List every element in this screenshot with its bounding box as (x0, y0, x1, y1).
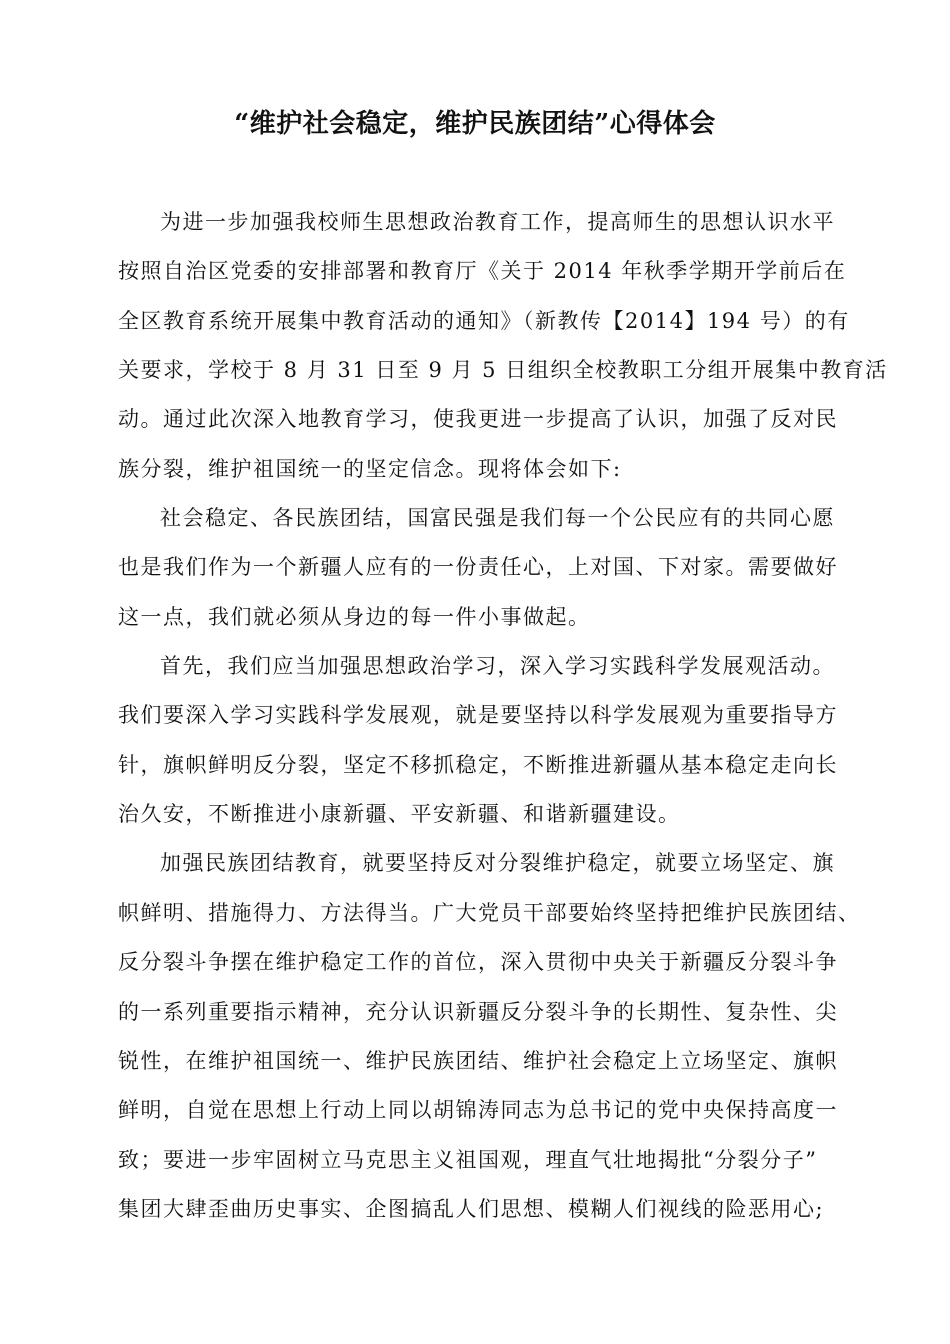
text-line: 针，旗帜鲜明反分裂，坚定不移抓稳定，不断推进新疆从基本稳定走向长 (118, 752, 838, 777)
document-body (118, 202, 888, 1238)
text-line: 也是我们作为一个新疆人应有的一份责任心，上对国、下对家。需要做好 (118, 555, 838, 580)
text-line: 帜鲜明、措施得力、方法得当。广大党员干部要始终坚持把维护民族团结、 (118, 900, 861, 925)
text-line: 这一点，我们就必须从身边的每一件小事做起。 (118, 604, 591, 629)
text-line: 社会稳定、各民族团结，国富民强是我们每一个公民应有的共同心愿 (160, 506, 835, 531)
text-line: 动。通过此次深入地教育学习，使我更进一步提高了认识，加强了反对民 (118, 407, 838, 432)
text-line: 为进一步加强我校师生思想政治教育工作，提高师生的思想认识水平 (160, 210, 835, 234)
text-line: 的一系列重要指示精神，充分认识新疆反分裂斗争的长期性、复杂性、尖 (118, 999, 838, 1024)
text-line: 按照自治区党委的安排部署和教育厅《关于 2014 年秋季学期开学前后在 (118, 259, 847, 284)
text-line: 集团大肆歪曲历史事实、企图搞乱人们思想、模糊人们视线的险恶用心; (118, 1196, 825, 1221)
text-line: 加强民族团结教育，就要坚持反对分裂维护稳定，就要立场坚定、旗 (160, 851, 835, 876)
text-line: 关要求，学校于 8 月 31 日至 9 月 5 日组织全校教职工分组开展集中教育活 (118, 358, 888, 383)
text-line: 致；要进一步牢固树立马克思主义祖国观，理直气壮地揭批“分裂分子” (118, 1147, 818, 1172)
text-line: 治久安，不断推进小康新疆、平安新疆、和谐新疆建设。 (118, 802, 681, 827)
text-line: 首先，我们应当加强思想政治学习，深入学习实践科学发展观活动。 (160, 654, 835, 679)
document-title: “维护社会稳定，维护民族团结”心得体会 (234, 109, 716, 139)
text-line: 族分裂，维护祖国统一的坚定信念。现将体会如下: (118, 456, 622, 481)
text-line: 锐性，在维护祖国统一、维护民族团结、维护社会稳定上立场坚定、旗帜 (118, 1048, 838, 1073)
text-line: 我们要深入学习实践科学发展观，就是要坚持以科学发展观为重要指导方 (118, 703, 838, 728)
text-line: 鲜明，自觉在思想上行动上同以胡锦涛同志为总书记的党中央保持高度一 (118, 1098, 838, 1123)
text-line: 全区教育系统开展集中教育活动的通知》（新教传【2014】194 号）的有 (118, 308, 850, 333)
text-line: 反分裂斗争摆在维护稳定工作的首位，深入贯彻中央关于新疆反分裂斗争 (118, 950, 838, 975)
